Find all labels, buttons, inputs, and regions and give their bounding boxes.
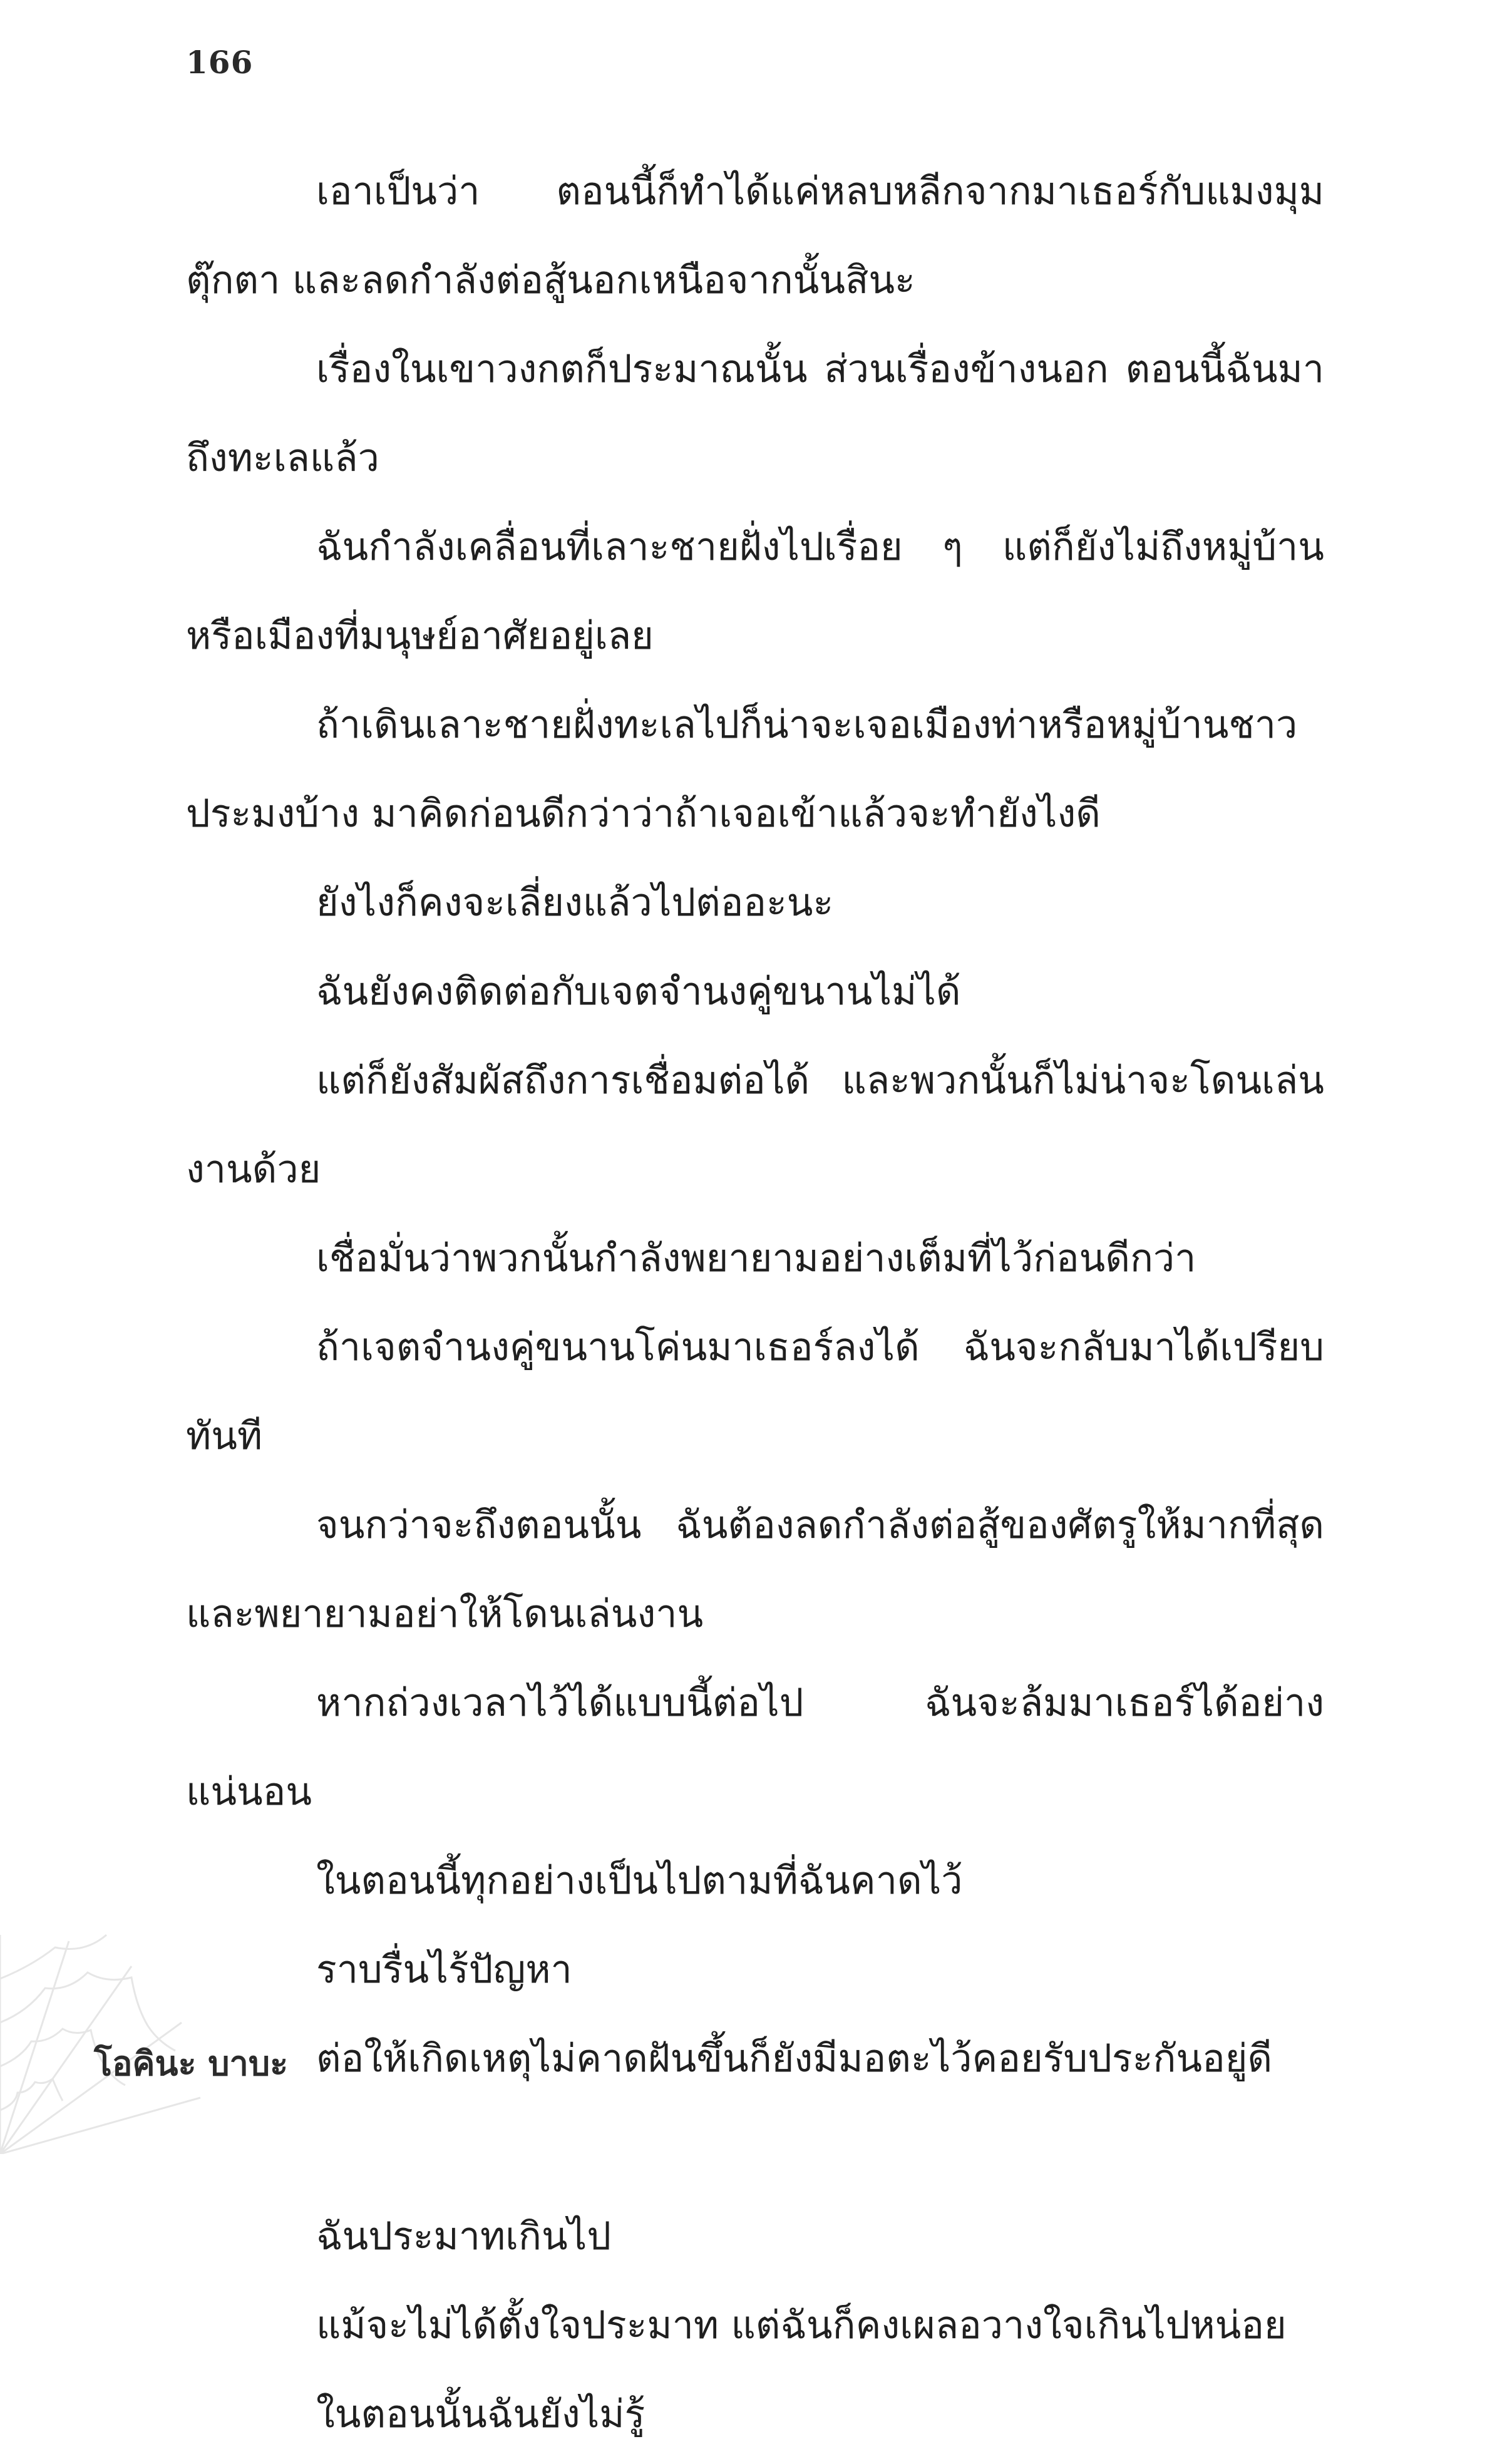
paragraph: ฉันกำลังเคลื่อนที่เลาะชายฝั่งไปเรื่อย ๆ แต่ก็ยังไม่ถึงหมู่บ้านหรือเมืองที่มนุษย์อาศัยอยู่เลย [186,525,1324,658]
paragraph: ราบรื่นไร้ปัญหา [316,1947,572,1992]
paragraph: ต่อให้เกิดเหตุไม่คาดฝันขึ้นก็ยังมีมอตะไว้คอยรับประกันอยู่ดี [316,2036,1273,2081]
page-number: 166 [186,44,254,81]
paragraph: เชื่อมั่นว่าพวกนั้นกำลังพยายามอย่างเต็มที่ไว้ก่อนดีกว่า [316,1236,1196,1281]
paragraph: ในตอนนี้ทุกอย่างเป็นไปตามที่ฉันคาดไว้ [316,1858,963,1903]
author-name: โอคินะ บาบะ [94,2044,289,2083]
paragraph: ถ้าเจตจำนงคู่ขนานโค่นมาเธอร์ลงได้ ฉันจะกลับมาได้เปรียบทันที [186,1325,1324,1458]
paragraph: แต่ก็ยังสัมผัสถึงการเชื่อมต่อได้ และพวกนั้นก็ไม่น่าจะโดนเล่นงานด้วย [186,1058,1324,1192]
paragraph: ยังไงก็คงจะเลี่ยงแล้วไปต่ออะนะ [316,880,834,925]
paragraph: จนกว่าจะถึงตอนนั้น ฉันต้องลดกำลังต่อสู้ของศัตรูให้มากที่สุดและพยายามอย่าให้โดนเล่นงาน [186,1503,1324,1636]
paragraph: ถ้าเดินเลาะชายฝั่งทะเลไปก็น่าจะเจอเมืองท่าหรือหมู่บ้านชาวประมงบ้าง มาคิดก่อนดีกว่าว่าถ้าเจอเข้าแล้วจะทำยังไงดี [186,703,1298,836]
paragraph: ในตอนนั้นฉันยังไม่รู้ [316,2392,645,2436]
paragraph: แม้จะไม่ได้ตั้งใจประมาท แต่ฉันก็คงเผลอวางใจเกินไปหน่อย [316,2303,1287,2348]
paragraph: เรื่องในเขาวงกตก็ประมาณนั้น ส่วนเรื่องข้างนอก ตอนนี้ฉันมาถึงทะเลแล้ว [186,347,1324,480]
paragraph: เอาเป็นว่า ตอนนี้ก็ทำได้แค่หลบหลีกจากมาเธอร์กับแมงมุมตุ๊กตา และลดกำลังต่อสู้นอกเหนือจากนั้นสินะ [186,169,1324,302]
body-text [186,147,1324,2459]
paragraph: หากถ่วงเวลาไว้ได้แบบนี้ต่อไป ฉันจะล้มมาเธอร์ได้อย่างแน่นอน [186,1681,1324,1814]
paragraph: ฉันยังคงติดต่อกับเจตจำนงคู่ขนานไม่ได้ [316,969,961,1014]
paragraph: ฉันประมาทเกินไป [316,2214,612,2259]
